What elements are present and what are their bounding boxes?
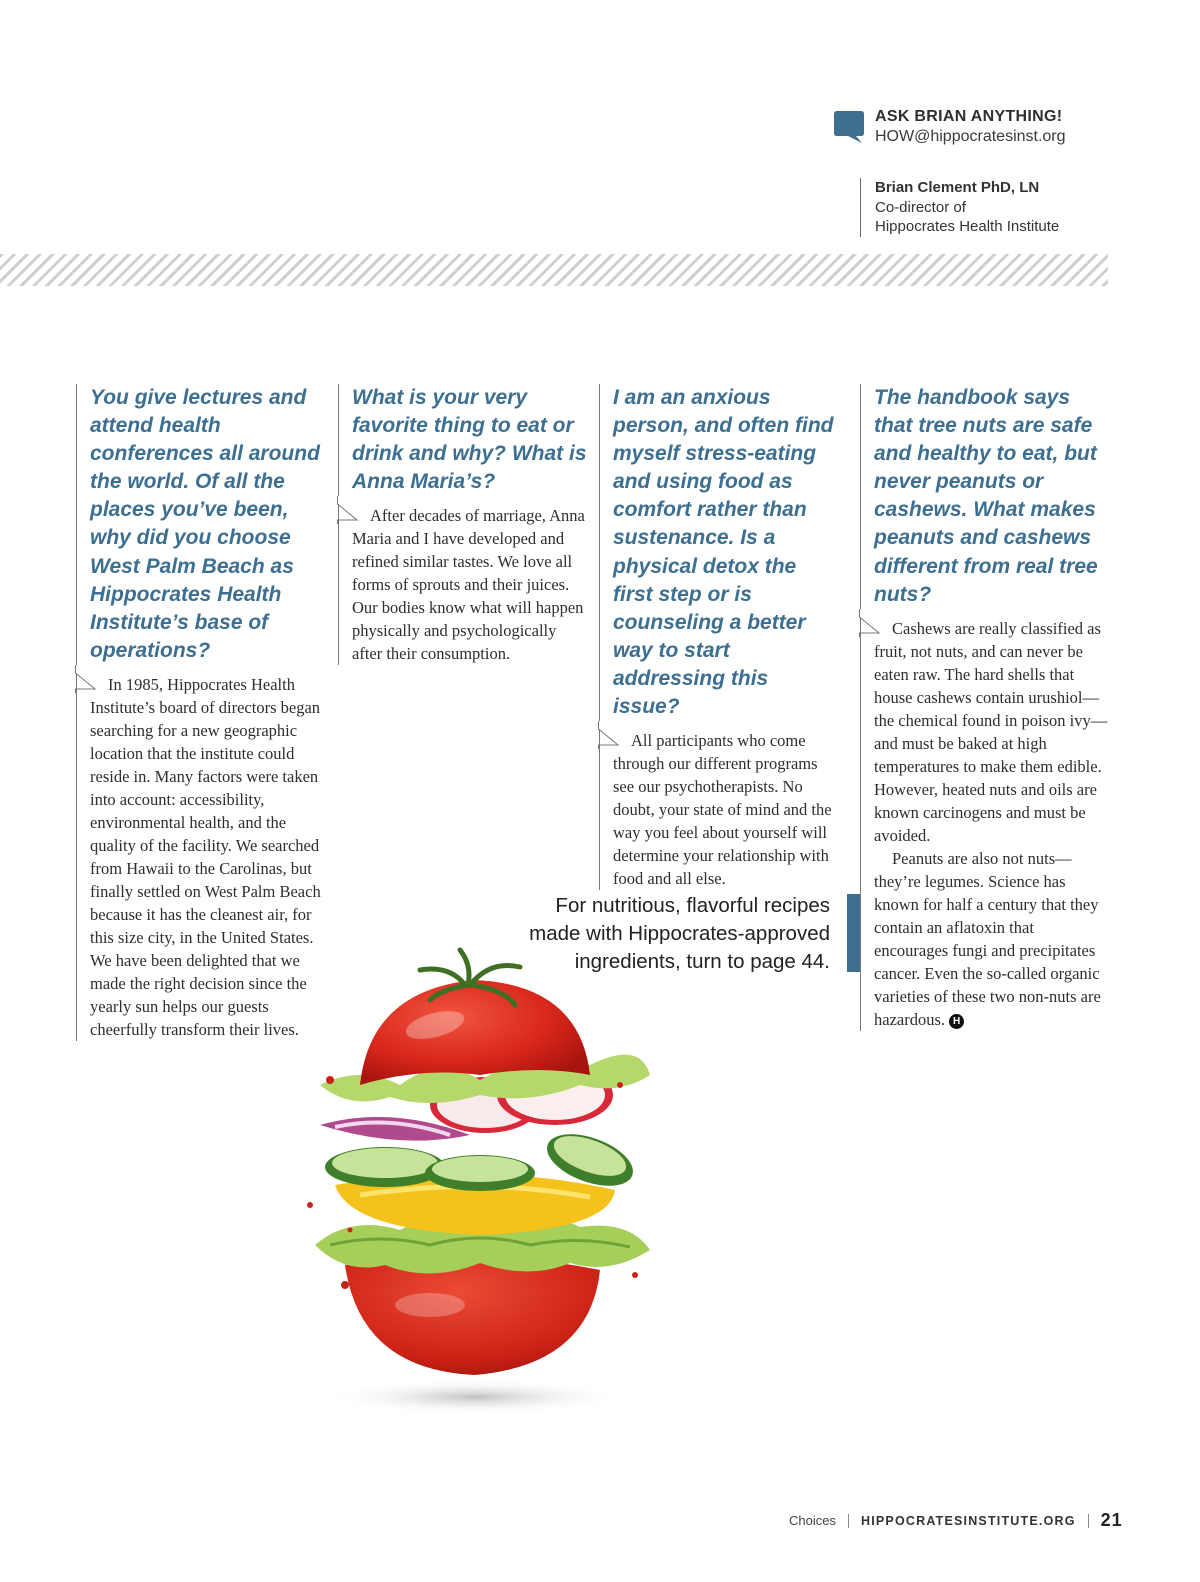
column-notch [76, 665, 326, 693]
footer-section: Choices [789, 1513, 836, 1528]
vegetable-tomato-burger-image [290, 945, 670, 1425]
speech-bubble-icon [834, 111, 864, 143]
ask-title: ASK BRIAN ANYTHING! [875, 108, 1063, 125]
question-3: I am an anxious person, and often find myself stress-eating and using food as comfort rather than sustenance. Is a physical detox the first step or is counseling a better way to start addressing this issue? [613, 386, 834, 719]
answer-1: In 1985, Hippocrates Health Institute’s board of directors began searching for a new geographic location that the institute could reside in. Many factors were taken into account: accessibility, environmental health, and the quality of the facility. We searched from Hawaii to the Carolinas, but finally settled on West Palm Beach because it has the cleanest air, for this size city, in the United States. We have been delighted that we made the right decision since the yearly sun helps our guests cheerfully transform their lives. [90, 674, 321, 1039]
author-name: Brian Clement PhD, LN [875, 179, 1040, 196]
author-role-line1: Co-director of [875, 198, 966, 216]
hippocrates-end-mark-icon: H [949, 1014, 964, 1029]
answer-4-paragraph-2: Peanuts are also not nuts—they’re legumes. Science has known for half a century that they contain an aflatoxin that encourages fungi and precipitates cancer. Even the so-called organic varieties of these two non-nuts are hazardous. H [874, 848, 1101, 1029]
footer-site-link[interactable]: HIPPOCRATESINSTITUTE.ORG [860, 1513, 1076, 1528]
page-number: 21 [1100, 1510, 1123, 1530]
footer-divider [1088, 1514, 1089, 1528]
author-role-line2: Hippocrates Health Institute [875, 218, 1060, 235]
footer-divider [848, 1514, 849, 1528]
question-1: You give lectures and attend health conferences all around the world. Of all the places you’ve been, why did you choose West Palm Beach as Hippocrates Health Institute’s base of operations? [90, 386, 320, 662]
qa-column-2 [338, 384, 588, 665]
callout-line-3: ingredients, turn to page 44. [574, 950, 830, 973]
qa-column-3 [599, 384, 839, 890]
answer-4-paragraph-1: Cashews are really classified as fruit, not nuts, and can never be eaten raw. The hard shells that house cashews contain urushiol—the chemical found in poison ivy—and must be baked at high temperatures to make them edible. However, heated nuts and oils are known carcinogens and must be avoided. [874, 618, 1108, 845]
qa-column-4 [860, 384, 1110, 1031]
answer-3: All participants who come through our different programs see our psychotherapists. No doubt, your state of mind and the way you feel about yourself will determine your relationship with food and all else. [613, 731, 832, 889]
ask-email-link[interactable]: HOW@hippocratesinst.org [875, 128, 1066, 145]
question-4: The handbook says that tree nuts are safe and healthy to eat, but never peanuts or cashews. What makes peanuts and cashews different from real tree nuts? [874, 386, 1098, 606]
column-notch [599, 721, 839, 749]
callout-line-2: made with Hippocrates-approved [529, 922, 830, 945]
answer-2: After decades of marriage, Anna Maria and I have developed and refined similar tastes. We love all forms of sprouts and their juices. Our bodies know what will happen physically and psychologically after their consumption. [352, 506, 585, 664]
author-byline [860, 178, 1059, 237]
page-footer [789, 1510, 1123, 1531]
question-2: What is your very favorite thing to eat or drink and why? What is Anna Maria’s? [352, 386, 587, 494]
callout-accent-bar [847, 894, 860, 972]
column-notch [338, 496, 588, 524]
callout-line-1: For nutritious, flavorful recipes [555, 894, 830, 917]
qa-column-1 [76, 384, 326, 1041]
column-notch [860, 609, 1110, 637]
hatched-divider [0, 254, 1108, 286]
